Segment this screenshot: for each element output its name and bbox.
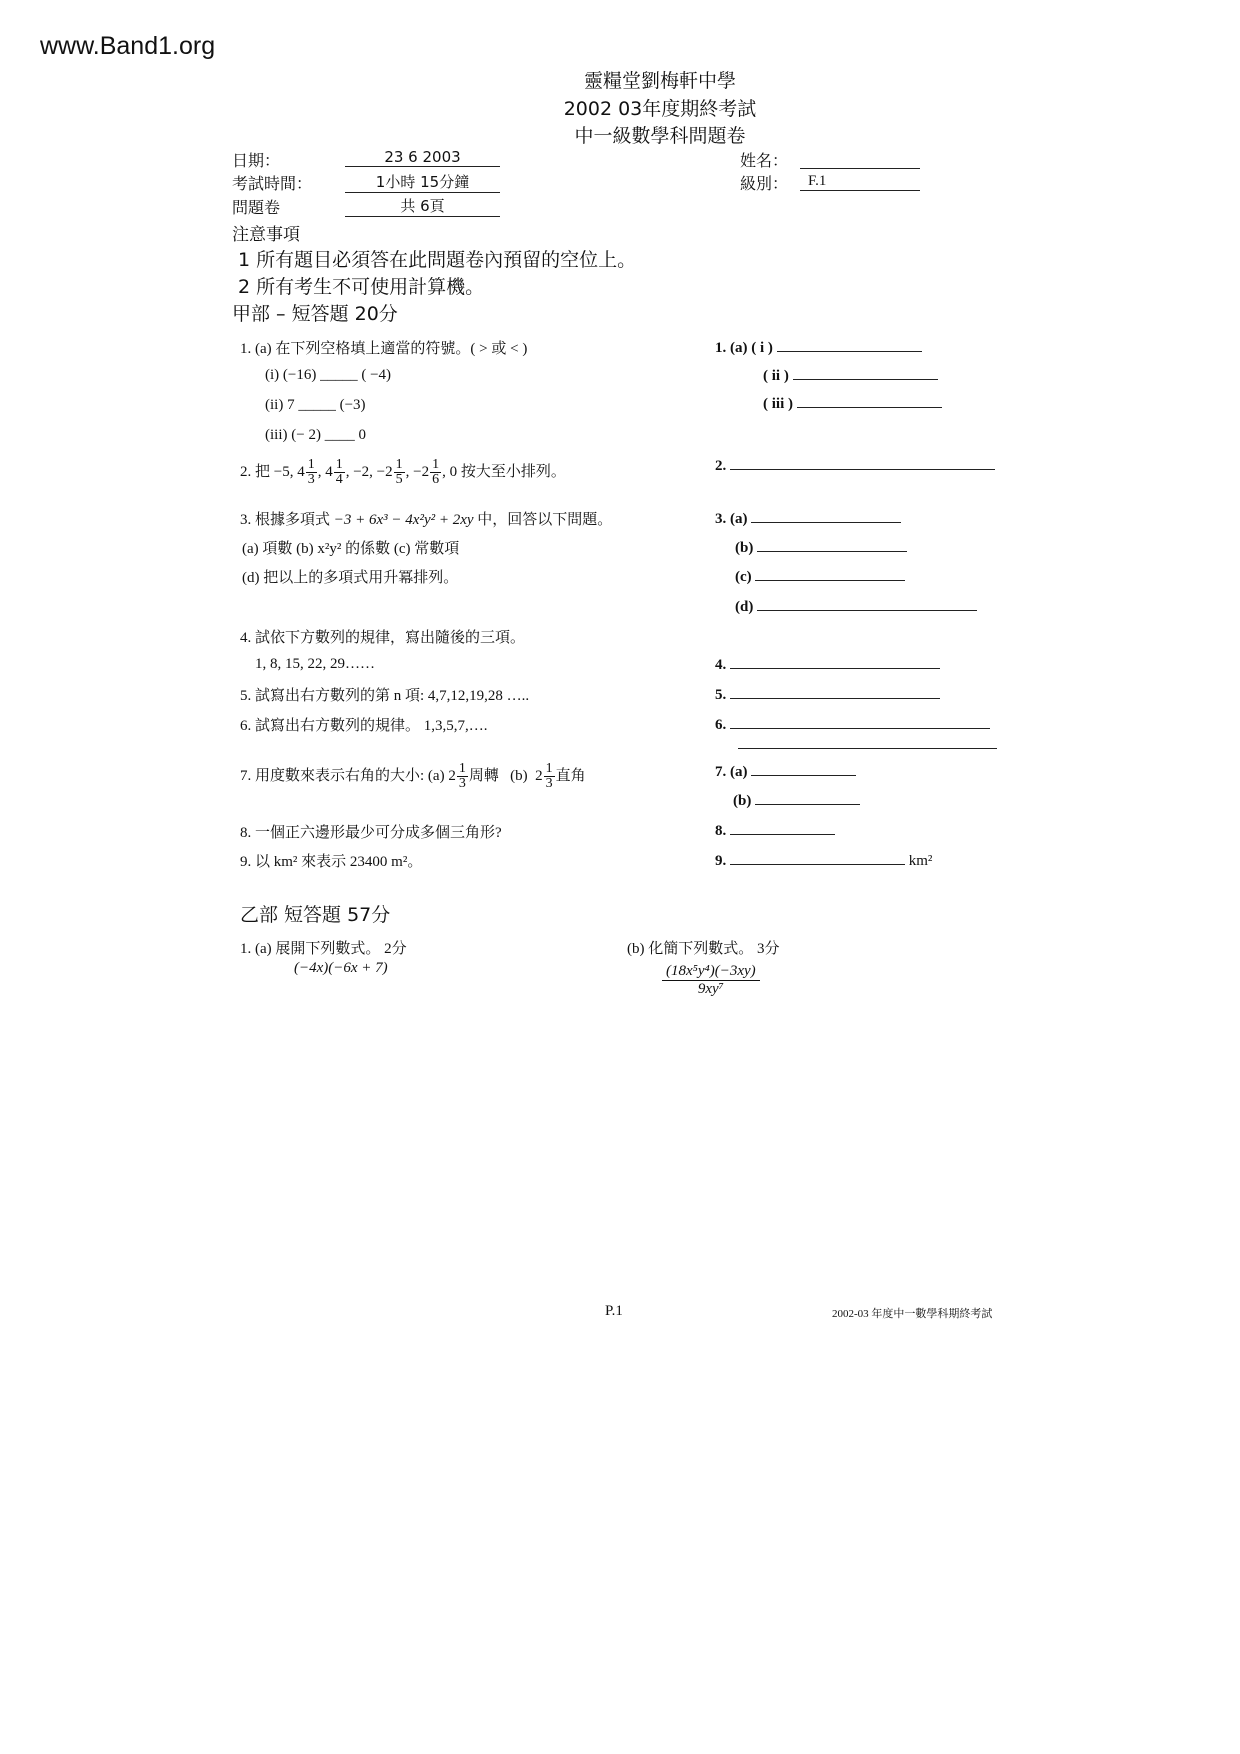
note-2: 2 所有考生不可使用計算機。 [238,276,485,298]
answer-4: 4. [715,654,940,674]
notes-heading: 注意事項 [232,225,300,245]
answer-blank[interactable] [730,455,995,470]
page-number: P.1 [605,1303,623,1319]
pages-value: 共 6頁 [345,195,500,217]
q1-i: (i) (−16) _____ ( −4) [265,367,392,383]
answer-3c: (c) [735,566,905,586]
footer-text: 2002-03 年度中一數學科期終考試 [832,1308,993,1320]
q2-prefix: 2. 把 −5, [240,463,294,480]
q7-fraction-b: 2 $\frac{1}{3}$ [535,761,553,791]
q3-d: (d) 把以上的多項式用升冪排列。 [242,570,459,586]
q2-suffix: , 0 按大至小排列。 [442,463,566,480]
name-field[interactable] [800,168,920,169]
answer-blank[interactable] [797,393,942,408]
answer-8: 8. [715,820,835,840]
answer-blank[interactable] [757,537,907,552]
watermark: www.Band1.org [40,32,216,60]
class-value: F.1 [800,173,920,191]
time-label: 考試時間： [232,174,313,193]
answer-blank[interactable] [757,596,977,611]
answer-3a: 3. (a) [715,508,901,528]
q4-sequence: 1, 8, 15, 22, 29…… [255,656,375,672]
q3-text: 3. 根據多項式 −3 + 6x³ − 4x²y² + 2xy 中，回答以下問題。 [240,512,613,528]
q2-fraction-3: 2 $\frac{1}{5}$ [385,457,403,487]
answer-blank[interactable] [730,654,940,669]
q6-text: 6. 試寫出右方數列的規律。 1,3,5,7,…. [240,718,488,734]
q5-text: 5. 試寫出右方數列的第 n 項: 4,7,12,19,28 ….. [240,688,530,704]
q2-fraction-4: 2 $\frac{1}{6}$ [421,457,440,487]
answer-3b: (b) [735,537,907,557]
q9-text: 9. 以 km² 來表示 23400 m²。 [240,854,423,870]
answer-blank[interactable] [755,790,860,805]
exam-title: 2002 03年度期終考試 [563,98,757,120]
answer-blank[interactable] [755,566,905,581]
answer-blank[interactable] [777,337,922,352]
answer-blank[interactable] [751,508,901,523]
q3-polynomial: −3 + 6x³ − 4x²y² + 2xy [333,512,474,528]
answer-7b: (b) [733,790,860,810]
class-label: 級別： [740,174,789,193]
answer-7a: 7. (a) [715,761,856,781]
q4-text: 4. 試依下方數列的規律，寫出隨後的三項。 [240,630,526,646]
date-label: 日期： [232,151,281,170]
answer-2: 2. [715,455,995,475]
pages-label: 問題卷 [232,198,281,217]
q1-text: 1. (a) 在下列空格填上適當的符號。( > 或 < ) [240,341,528,357]
part-b-q1a-expression: (−4x)(−6x + 7) [294,960,388,976]
part-b-q1b-expression: (18x⁵y⁴)(−3xy) 9xy⁷ [662,963,760,998]
time-value: 1小時 15分鐘 [345,171,500,193]
q1-iii: (iii) (− 2) ____ 0 [265,427,366,443]
answer-blank[interactable] [730,714,990,729]
answer-blank[interactable] [730,820,835,835]
answer-blank[interactable] [751,761,856,776]
paper-title: 中一級數學科問題卷 [574,125,746,147]
answer-blank[interactable] [730,850,905,865]
q2-fraction-1: 4 $\frac{1}{3}$ [297,457,315,487]
note-1: 1 所有題目必須答在此問題卷內預留的空位上。 [238,249,637,271]
date-value: 23 6 2003 [345,148,500,167]
q7-text: 7. 用度數來表示右角的大小: (a) 2 $\frac{1}{3}$ 周轉 (b) 2 $\frac{1}{3}$ 直角 [240,761,586,791]
answer-1a-i: 1. (a) ( i ) [715,337,922,357]
part-b-q1b: (b) 化簡下列數式。 3分 [627,941,780,957]
answer-blank[interactable] [793,365,938,380]
answer-3d: (d) [735,596,977,616]
answer-6: 6. [715,714,990,734]
q2-fraction-2: 4 $\frac{1}{4}$ [325,457,343,487]
q7-fraction-a: 2 $\frac{1}{3}$ [448,761,466,791]
answer-1a-iii: ( iii ) [763,393,942,413]
answer-5: 5. [715,684,940,704]
part-b-heading: 乙部 短答題 57分 [240,904,391,926]
answer-6-line-2[interactable] [738,748,997,749]
q1-ii: (ii) 7 _____ (−3) [265,397,366,413]
answer-blank[interactable] [730,684,940,699]
school-name: 靈糧堂劉梅軒中學 [583,70,736,92]
q8-text: 8. 一個正六邊形最少可分成多個三角形? [240,825,502,841]
part-b-q1a: 1. (a) 展開下列數式。 2分 [240,941,407,957]
q3-subparts: (a) 項數 (b) x²y² 的係數 (c) 常數項 [242,541,460,557]
q2-row: 2. 把 −5, 4 $\frac{1}{3}$ , 4 $\frac{1}{4}$ , −2, −2 $\frac{1}{5}$ , −2 $\frac{1}{6}$ , 0 按大至小排列。 [240,457,566,487]
answer-9: 9. km² [715,850,932,870]
part-a-heading: 甲部 – 短答題 20分 [232,303,398,325]
answer-1a-ii: ( ii ) [763,365,938,385]
name-label: 姓名： [740,151,789,170]
